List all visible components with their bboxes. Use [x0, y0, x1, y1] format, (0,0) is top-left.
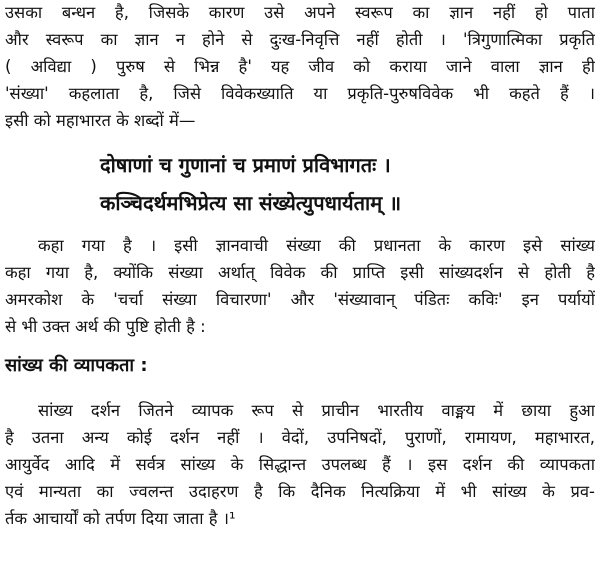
paragraph2-line-1: कहा गया है । इसी ज्ञानवाची संख्या की प्रधानता के कारण इसे सांख्य: [38, 236, 595, 255]
paragraph3-line-1: सांख्य दर्शन जितने व्यापक रूप से प्राचीन भारतीय वाङ्मय में छाया हुआ: [38, 401, 595, 420]
paragraph3-line-2: है उतना अन्य कोई दर्शन नहीं । वेदों, उपनिषदों, पुराणों, रामायण, महाभारत,: [5, 428, 595, 447]
verse-line-2: कञ्चिदर्थमभिप्रेत्य सा संख्येत्युपधार्यताम् ॥: [100, 191, 402, 215]
paragraph1-line-5: इसी को महाभारत के शब्दों में—: [5, 111, 196, 130]
paragraph3-line-4: एवं मान्यता का ज्वलन्त उदाहरण है कि दैनिक नित्यक्रिया में भी सांख्य के प्रव-: [5, 482, 595, 501]
paragraph1-line-4: 'संख्या' कहलाता है, जिसे विवेकख्याति या प्रकृति-पुरुषविवेक भी कहते हैं ।: [5, 84, 595, 103]
paragraph2-line-2: कहा गया है, क्योंकि संख्या अर्थात् विवेक की प्राप्ति इसी सांख्यदर्शन से होती है: [5, 263, 595, 282]
paragraph1-line-2: और स्वरूप का ज्ञान न होने से दुःख-निवृत्ति नहीं होती । 'त्रिगुणात्मिका प्रकृति: [5, 30, 595, 49]
paragraph1-line-1: उसका बन्धन है, जिसके कारण उसे अपने स्वरूप का ज्ञान नहीं हो पाता: [5, 3, 595, 22]
verse-line-1: दोषाणां च गुणानां च प्रमाणं प्रविभागतः ।: [100, 153, 391, 177]
paragraph2-line-4: से भी उक्त अर्थ की पुष्टि होती है :: [5, 317, 206, 336]
paragraph1-line-3: ( अविद्या ) पुरुष से भिन्न है' यह जीव को कराया जाने वाला ज्ञान ही: [5, 57, 595, 76]
paragraph3-line-5: र्तक आचार्यों को तर्पण दिया जाता है ।¹: [5, 509, 236, 528]
paragraph3-line-3: आयुर्वेद आदि में सर्वत्र सांख्य के सिद्धान्त उपलब्ध हैं । इस दर्शन की व्यापकता: [5, 455, 595, 474]
paragraph2-line-3: अमरकोश के 'चर्चा संख्या विचारणा' और 'संख्यावान् पंडितः कविः' इन पर्यायों: [5, 290, 595, 309]
section-heading: सांख्य की व्यापकता :: [5, 355, 148, 376]
